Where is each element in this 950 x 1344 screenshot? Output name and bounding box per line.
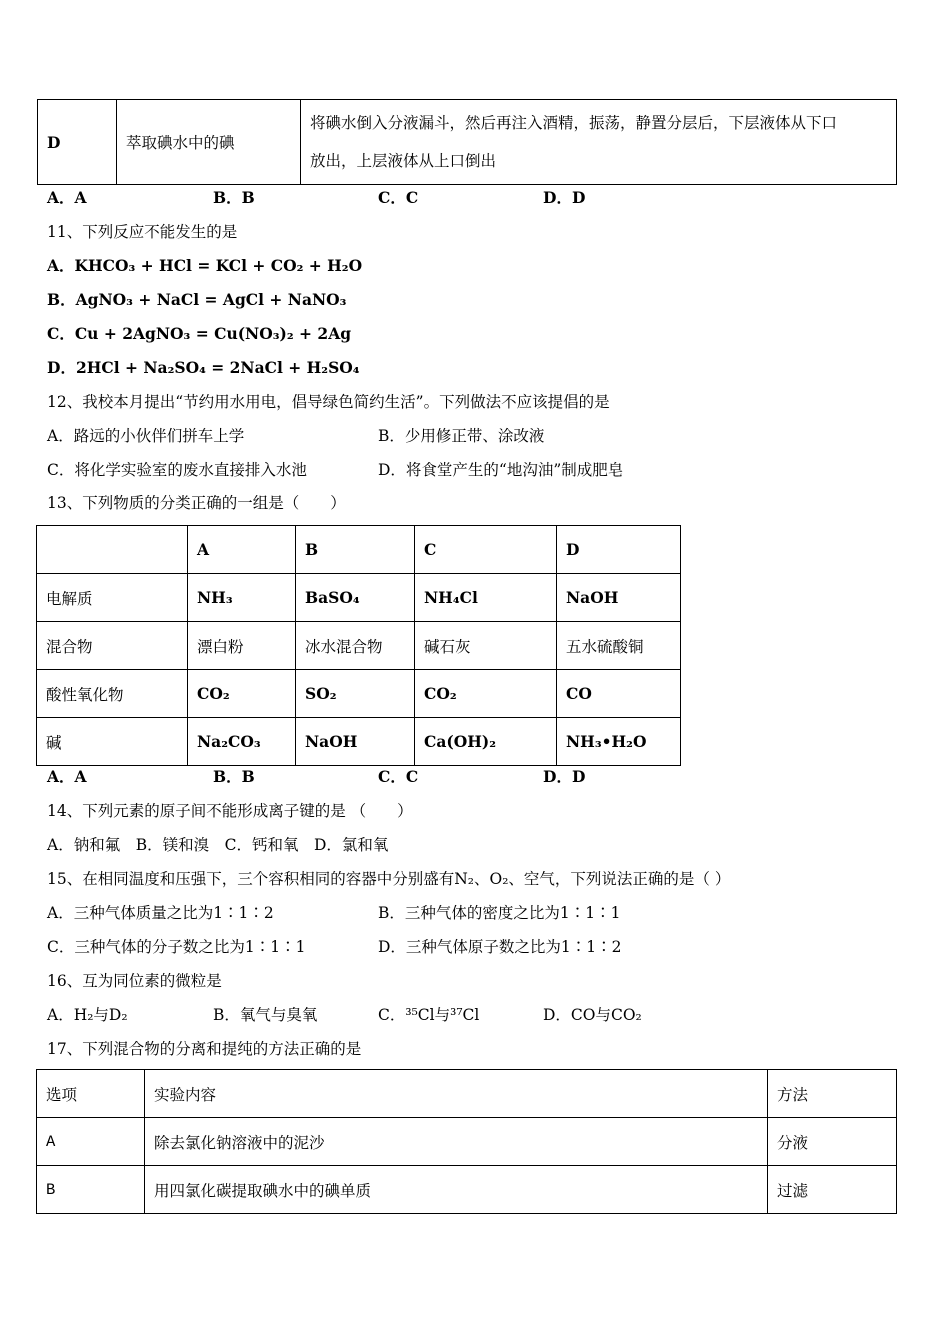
q13-option-c: C．C xyxy=(378,767,419,786)
q10-option-c: C．C xyxy=(378,188,419,207)
q10-row-d-desc xyxy=(301,100,897,185)
q11-option-b: B．AgNO₃ + NaCl = AgCl + NaNO₃ xyxy=(47,290,347,309)
q10-table xyxy=(37,99,897,185)
q13-cell: 碱 xyxy=(37,718,188,766)
q13-cell: CO xyxy=(557,670,681,718)
q13-cell: NH₄Cl xyxy=(415,574,557,622)
q10-row-d-topic: 萃取碘水中的碘 xyxy=(117,100,301,185)
q13-cell: NaOH xyxy=(557,574,681,622)
q13-cell: NaOH xyxy=(296,718,415,766)
q13-cell: CO₂ xyxy=(188,670,296,718)
q13-cell: 五水硫酸铜 xyxy=(557,622,681,670)
q13-cell: 漂白粉 xyxy=(188,622,296,670)
q13-cell: Ca(OH)₂ xyxy=(415,718,557,766)
q13-cell: 酸性氧化物 xyxy=(37,670,188,718)
q10-option-a: A．A xyxy=(47,188,87,207)
q13-cell: 电解质 xyxy=(37,574,188,622)
q10-option-d: D．D xyxy=(543,188,586,207)
q15-option-a: A．三种气体质量之比为1∶1∶2 xyxy=(47,904,274,922)
q13-header-d: D xyxy=(557,526,681,574)
q16-option-d: D．CO与CO₂ xyxy=(543,1006,642,1024)
q17-cell: A xyxy=(37,1118,145,1166)
q15-stem: 15、在相同温度和压强下，三个容积相同的容器中分别盛有N₂、O₂、空气，下列说法正确的是（ ） xyxy=(47,870,731,888)
q11-option-d: D．2HCl + Na₂SO₄ = 2NaCl + H₂SO₄ xyxy=(47,358,360,377)
q16-stem: 16、互为同位素的微粒是 xyxy=(47,972,222,990)
q17-cell: B xyxy=(37,1166,145,1214)
q15-option-b: B．三种气体的密度之比为1∶1∶1 xyxy=(378,904,621,922)
q13-option-b: B．B xyxy=(213,767,255,786)
q17-table xyxy=(36,1069,897,1214)
q12-stem: 12、我校本月提出“节约用水用电，倡导绿色简约生活”。下列做法不应该提倡的是 xyxy=(47,393,610,411)
q11-option-c: C．Cu + 2AgNO₃ = Cu(NO₃)₂ + 2Ag xyxy=(47,324,352,343)
q13-header-b: B xyxy=(296,526,415,574)
q14-options: A．钠和氟 B．镁和溴 C．钙和氧 D．氯和氧 xyxy=(47,836,389,854)
q17-header-content: 实验内容 xyxy=(145,1070,768,1118)
q12-option-b: B．少用修正带、涂改液 xyxy=(378,427,545,445)
q15-option-d: D．三种气体原子数之比为1∶1∶2 xyxy=(378,938,622,956)
q10-desc-line1: 将碘水倒入分液漏斗，然后再注入酒精，振荡，静置分层后，下层液体从下口 xyxy=(310,114,838,132)
q17-header-method: 方法 xyxy=(768,1070,897,1118)
q13-cell: NH₃•H₂O xyxy=(557,718,681,766)
q13-cell: SO₂ xyxy=(296,670,415,718)
q13-option-d: D．D xyxy=(543,767,586,786)
q10-option-b: B．B xyxy=(213,188,255,207)
q13-table xyxy=(36,525,681,766)
q13-stem: 13、下列物质的分类正确的一组是（ ） xyxy=(47,494,346,512)
q13-header-a: A xyxy=(188,526,296,574)
q16-option-c: C．³⁵Cl与³⁷Cl xyxy=(378,1006,480,1024)
q17-cell: 分液 xyxy=(768,1118,897,1166)
q17-header-option: 选项 xyxy=(37,1070,145,1118)
q13-cell: 碱石灰 xyxy=(415,622,557,670)
q13-header-c: C xyxy=(415,526,557,574)
q12-option-d: D．将食堂产生的“地沟油”制成肥皂 xyxy=(378,461,624,479)
q10-row-d-label: D xyxy=(38,100,117,185)
q15-option-c: C．三种气体的分子数之比为1∶1∶1 xyxy=(47,938,306,956)
q14-stem: 14、下列元素的原子间不能形成离子键的是 （ ） xyxy=(47,802,413,820)
q13-cell: NH₃ xyxy=(188,574,296,622)
q13-cell: CO₂ xyxy=(415,670,557,718)
q13-cell: Na₂CO₃ xyxy=(188,718,296,766)
q11-stem: 11、下列反应不能发生的是 xyxy=(47,223,238,241)
q16-option-a: A．H₂与D₂ xyxy=(47,1006,128,1024)
q13-option-a: A．A xyxy=(47,767,87,786)
q17-cell: 过滤 xyxy=(768,1166,897,1214)
q13-cell: 混合物 xyxy=(37,622,188,670)
q12-option-c: C．将化学实验室的废水直接排入水池 xyxy=(47,461,307,479)
q17-cell: 除去氯化钠溶液中的泥沙 xyxy=(145,1118,768,1166)
q10-desc-line2: 放出，上层液体从上口倒出 xyxy=(310,152,497,170)
q12-option-a: A．路远的小伙伴们拼车上学 xyxy=(47,427,245,445)
q17-cell: 用四氯化碳提取碘水中的碘单质 xyxy=(145,1166,768,1214)
q13-header-blank xyxy=(37,526,188,574)
q17-stem: 17、下列混合物的分离和提纯的方法正确的是 xyxy=(47,1040,362,1058)
q13-cell: BaSO₄ xyxy=(296,574,415,622)
q11-option-a: A．KHCO₃ + HCl = KCl + CO₂ + H₂O xyxy=(47,256,363,275)
q13-cell: 冰水混合物 xyxy=(296,622,415,670)
q16-option-b: B．氧气与臭氧 xyxy=(213,1006,318,1024)
